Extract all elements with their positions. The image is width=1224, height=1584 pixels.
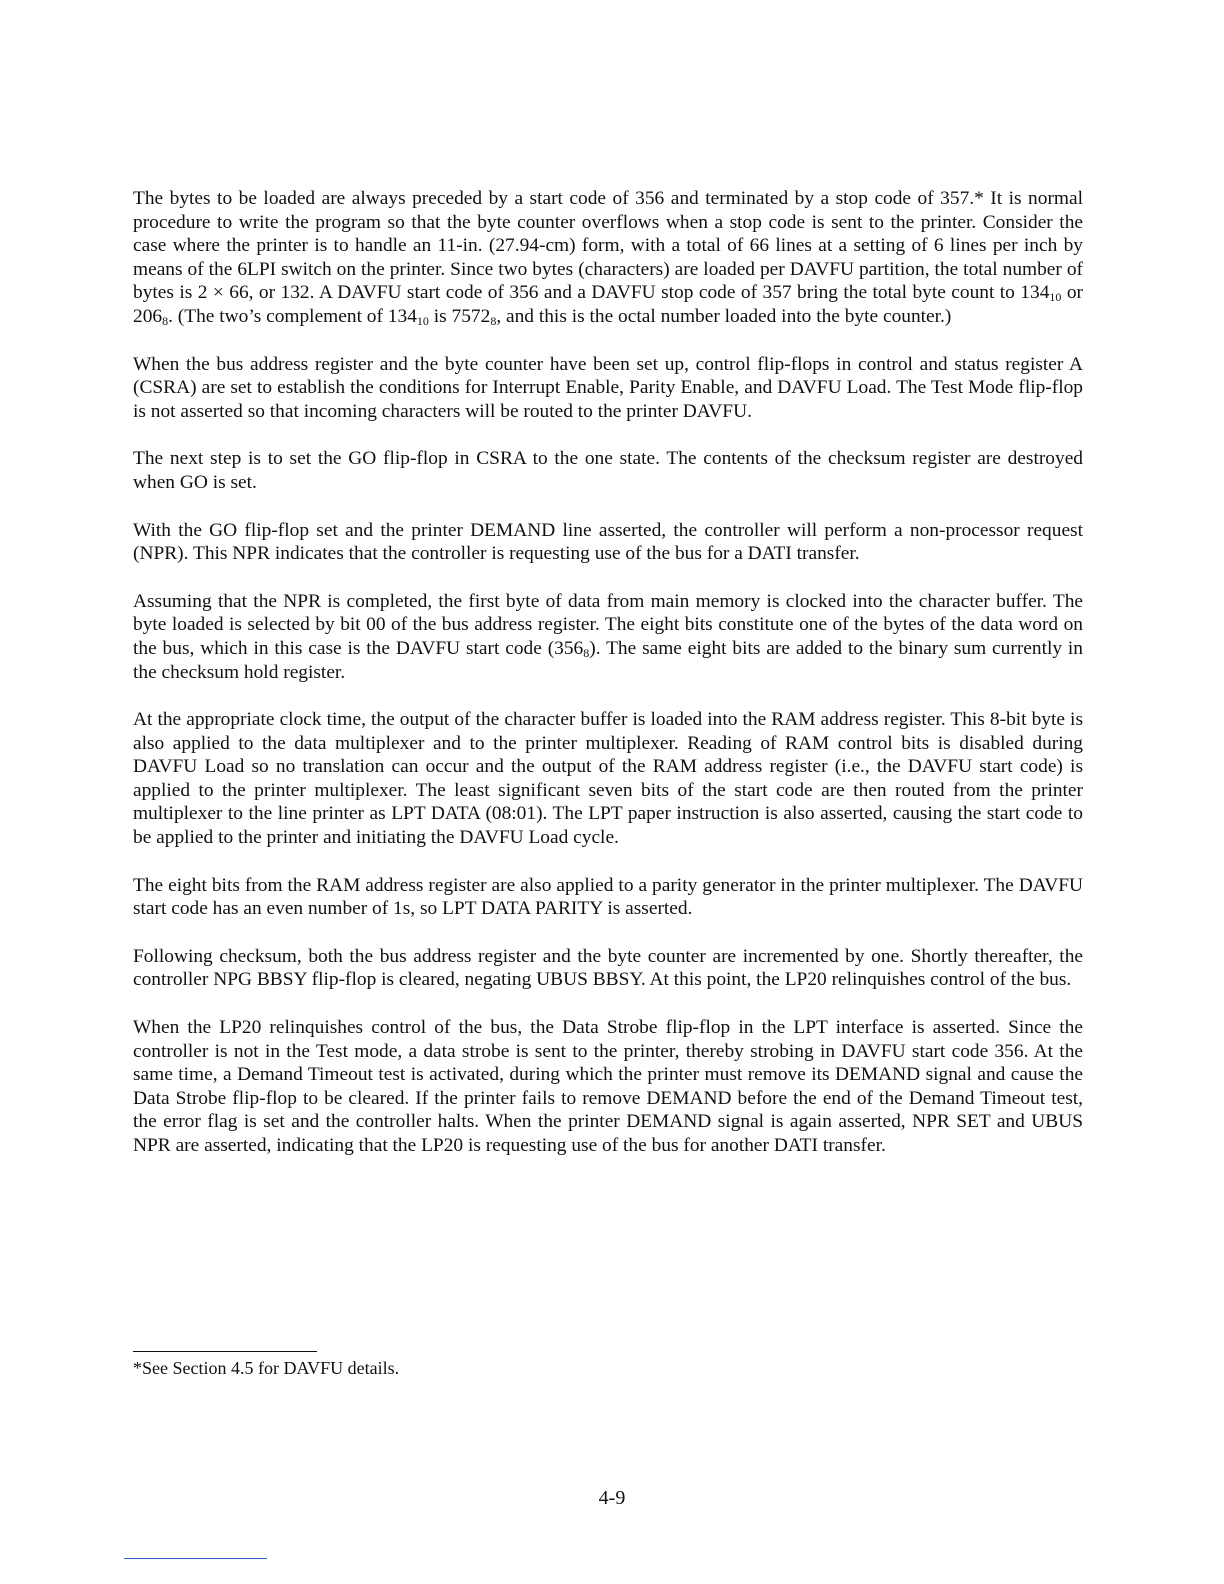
subscript: 8 bbox=[162, 313, 169, 328]
subscript: 10 bbox=[1049, 290, 1062, 305]
text-run: With the GO flip-flop set and the printer DEMAND line asserted, the controller will perform a non-processor request (NPR). This NPR indicates that the controller is requesting use of the bus for a DATI transfer. bbox=[133, 519, 1083, 565]
paragraph bbox=[133, 708, 1083, 850]
subscript: 8 bbox=[583, 645, 590, 660]
paragraph bbox=[133, 519, 1083, 566]
body-text bbox=[133, 187, 1083, 1182]
text-run: or 206 bbox=[133, 282, 1083, 327]
text-run: When the LP20 relinquishes control of the bus, the Data Strobe flip-flop in the LPT interface is asserted. Since the controller is not in the Test mode, a data strobe is sent to the printer, thereby strobing in DAVFU start code 356. At the same time, a Demand Timeout test is activated, during which the printer must remove its DEMAND signal and cause the Data Strobe flip-flop to be cleared. If the printer fails to remove DEMAND before the end of the Demand Timeout test, the error flag is set and the controller halts. When the printer DEMAND signal is again asserted, NPR SET and UBUS NPR are asserted, indicating that the LP20 is requesting use of the bus for another DATI transfer. bbox=[133, 1017, 1083, 1156]
subscript: 10 bbox=[416, 313, 429, 328]
text-run: is 7572 bbox=[428, 305, 491, 327]
paragraph bbox=[133, 874, 1083, 921]
text-run: Assuming that the NPR is completed, the first byte of data from main memory is clocked into the character buffer. The byte loaded is selected by bit 00 of the bus address register. The eight bits constitute one of the bytes of the data word on the bus, which in this case is the DAVFU start code (356 bbox=[133, 590, 1083, 659]
footnote-rule bbox=[133, 1351, 317, 1352]
paragraph bbox=[133, 590, 1083, 684]
text-run: The next step is to set the GO flip-flop in CSRA to the one state. The contents of the checksum register are destroyed when GO is set. bbox=[133, 448, 1083, 493]
text-run: At the appropriate clock time, the output of the character buffer is loaded into the RAM address register. This 8-bit byte is also applied to the data multiplexer and to the printer multiplexer. Reading of RAM control bits is disabled during DAVFU Load so no translation can occur and the output of the RAM address register (i.e., the DAVFU start code) is applied to the printer multiplexer. The least significant seven bits of the start code are then routed from the printer multiplexer to the line printer as LPT DATA (08:01). The LPT paper instruction is also asserted, causing the start code to be applied to the printer and initiating the DAVFU Load cycle. bbox=[133, 709, 1083, 849]
text-run: , and this is the octal number loaded into the byte counter.) bbox=[496, 305, 952, 327]
text-run: ). The same eight bits are added to the binary sum currently in the checksum hold register. bbox=[133, 637, 1083, 683]
paragraph bbox=[133, 353, 1083, 424]
bottom-edge-mark bbox=[124, 1558, 267, 1559]
paragraph bbox=[133, 447, 1083, 494]
text-run: The bytes to be loaded are always preceded by a start code of 356 and terminated by a stop code of 357.* It is normal procedure to write the program so that the byte counter overflows when a stop code is sent to the printer. Consider the case where the printer is to handle an 11-in. (27.94-cm) form, with a total of 66 lines at a setting of 6 lines per inch by means of the 6LPI switch on the printer. Since two bytes (characters) are loaded per DAVFU partition, the total number of bytes is 2 × 66, or 132. A DAVFU start code of 356 and a DAVFU stop code of 357 bring the total byte count to 134 bbox=[133, 188, 1083, 304]
page-number: 4-9 bbox=[598, 1487, 626, 1509]
paragraph bbox=[133, 187, 1083, 329]
paragraph bbox=[133, 1016, 1083, 1158]
footnote: *See Section 4.5 for DAVFU details. bbox=[133, 1358, 400, 1378]
paragraph bbox=[133, 945, 1083, 992]
text-run: Following checksum, both the bus address register and the byte counter are incremented by one. Shortly thereafter, the controller NPG BBSY flip-flop is cleared, negating UBUS BBSY. At this point, the LP20 relinquishes control of the bus. bbox=[133, 945, 1083, 991]
text-run: . (The two’s complement of 134 bbox=[168, 305, 417, 327]
text-run: When the bus address register and the byte counter have been set up, control flip-flops in control and status register A (CSRA) are set to establish the conditions for Interrupt Enable, Parity Enable, and DAVFU Load. The Test Mode flip-flop is not asserted so that incoming characters will be routed to the printer DAVFU. bbox=[133, 353, 1083, 422]
text-run: The eight bits from the RAM address register are also applied to a parity generator in the printer multiplexer. The DAVFU start code has an even number of 1s, so LPT DATA PARITY is asserted. bbox=[133, 874, 1083, 920]
subscript: 8 bbox=[490, 313, 497, 328]
